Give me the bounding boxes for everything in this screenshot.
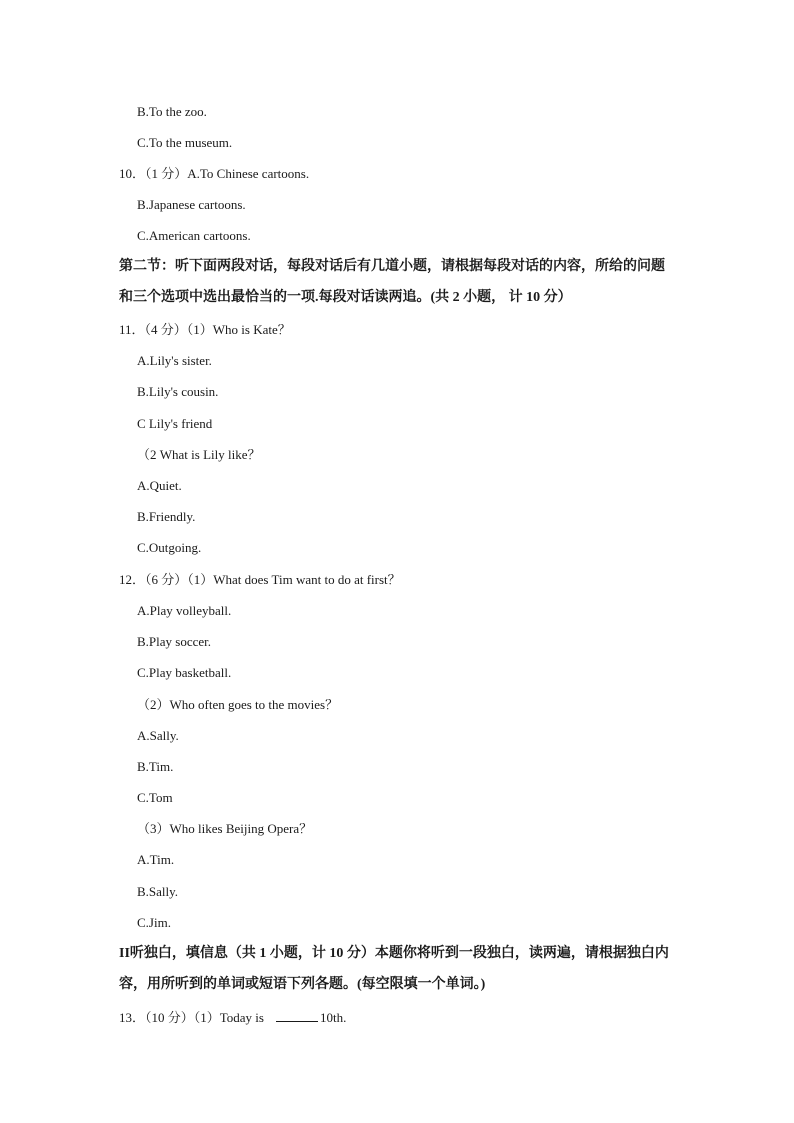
- answer-blank[interactable]: [276, 1009, 318, 1022]
- option-12-1b: B.Play soccer.: [137, 634, 212, 649]
- part2-heading-line1: II听独白，填信息（共 1 小题，计 10 分）本题你将听到一段独白，读两遍，请根据独白内: [119, 946, 669, 961]
- option-12-3c: C.Jim.: [137, 915, 171, 930]
- option-11-1c: C Lily's friend: [137, 416, 213, 431]
- option-9b: B.To the zoo.: [137, 104, 207, 119]
- option-12-1a: A.Play volleyball.: [137, 603, 232, 618]
- question-12-2: （2）Who often goes to the movies？: [137, 697, 339, 712]
- section-heading-line1: 第二节：听下面两段对话，每段对话后有几道小题，请根据每段对话的内容，所给的问题: [119, 259, 665, 274]
- option-12-2c: C.Tom: [137, 790, 173, 805]
- question-11-2: （2 What is Lily like？: [137, 447, 261, 462]
- question-13-prompt: 13．（10 分）（1）Today is: [119, 1010, 264, 1025]
- section-heading-line2: 和三个选项中选出最恰当的一项.每段对话读两追。(共 2 小题， 计 10 分）: [119, 290, 572, 305]
- question-13-1: [119, 1009, 346, 1026]
- question-12-1: 12．（6 分）（1）What does Tim want to do at first？: [119, 572, 401, 587]
- option-10c: C.American cartoons.: [137, 228, 251, 243]
- option-12-3a: A.Tim.: [137, 852, 175, 867]
- option-9c: C.To the museum.: [137, 135, 233, 150]
- question-12-3: （3）Who likes Beijing Opera？: [137, 821, 313, 836]
- option-12-1c: C.Play basketball.: [137, 665, 232, 680]
- option-12-2b: B.Tim.: [137, 759, 174, 774]
- option-11-1a: A.Lily's sister.: [137, 353, 212, 368]
- option-12-2a: A.Sally.: [137, 728, 179, 743]
- option-12-3b: B.Sally.: [137, 884, 179, 899]
- option-10b: B.Japanese cartoons.: [137, 197, 246, 212]
- question-13-suffix: 10th.: [319, 1010, 347, 1025]
- option-11-2c: C.Outgoing.: [137, 540, 202, 555]
- option-11-2b: B.Friendly.: [137, 509, 196, 524]
- question-11-1: 11．（4 分）（1）Who is Kate？: [119, 322, 291, 337]
- option-11-1b: B.Lily's cousin.: [137, 384, 219, 399]
- option-11-2a: A.Quiet.: [137, 478, 182, 493]
- part2-heading-line2: 容，用所听到的单词或短语下列各题。(每空限填一个单词。): [119, 977, 486, 992]
- question-10: 10．（1 分）A.To Chinese cartoons.: [119, 166, 310, 181]
